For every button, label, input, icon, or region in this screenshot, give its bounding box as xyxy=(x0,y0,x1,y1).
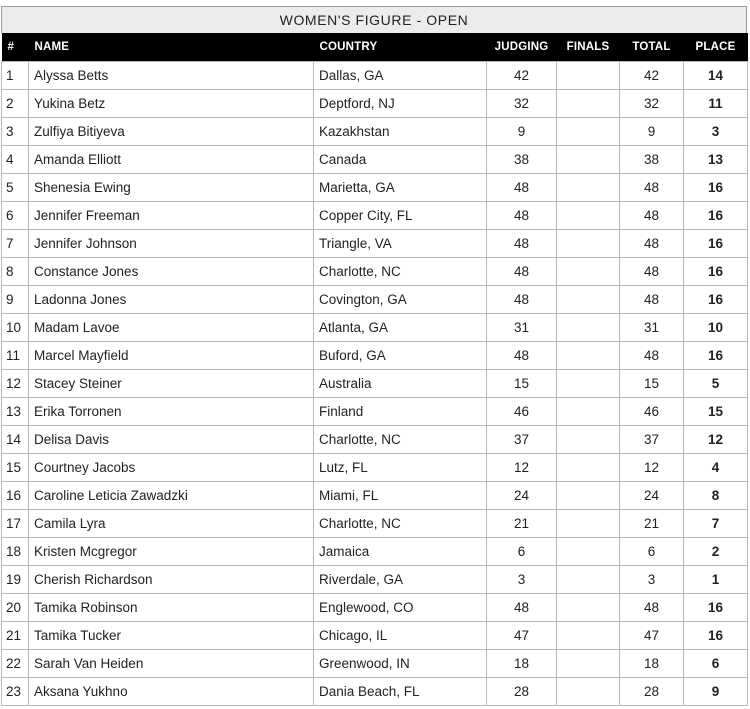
competitor-location-cell: Charlotte, NC xyxy=(314,510,487,538)
row-number-cell: 4 xyxy=(2,146,29,174)
finals-score-cell xyxy=(557,90,620,118)
total-score-cell: 24 xyxy=(620,482,684,510)
finals-score-cell xyxy=(557,174,620,202)
competitor-name-cell: Sarah Van Heiden xyxy=(29,650,314,678)
table-row xyxy=(2,90,748,118)
judging-score-cell: 48 xyxy=(487,342,557,370)
finals-score-cell xyxy=(557,678,620,706)
table-row xyxy=(2,538,748,566)
row-number-cell: 17 xyxy=(2,510,29,538)
total-score-cell: 38 xyxy=(620,146,684,174)
judging-score-cell: 21 xyxy=(487,510,557,538)
column-header-total: TOTAL xyxy=(620,33,684,62)
finals-score-cell xyxy=(557,510,620,538)
place-cell: 16 xyxy=(684,258,748,286)
row-number-cell: 8 xyxy=(2,258,29,286)
finals-score-cell xyxy=(557,118,620,146)
finals-score-cell xyxy=(557,566,620,594)
finals-score-cell xyxy=(557,286,620,314)
row-number-cell: 13 xyxy=(2,398,29,426)
competitor-location-cell: Jamaica xyxy=(314,538,487,566)
place-cell: 16 xyxy=(684,622,748,650)
total-score-cell: 42 xyxy=(620,62,684,90)
total-score-cell: 48 xyxy=(620,258,684,286)
judging-score-cell: 46 xyxy=(487,398,557,426)
table-row xyxy=(2,146,748,174)
total-score-cell: 47 xyxy=(620,622,684,650)
place-cell: 16 xyxy=(684,202,748,230)
competitor-location-cell: Lutz, FL xyxy=(314,454,487,482)
place-cell: 7 xyxy=(684,510,748,538)
competitor-name-cell: Camila Lyra xyxy=(29,510,314,538)
finals-score-cell xyxy=(557,454,620,482)
place-cell: 16 xyxy=(684,174,748,202)
total-score-cell: 12 xyxy=(620,454,684,482)
judging-score-cell: 12 xyxy=(487,454,557,482)
row-number-cell: 6 xyxy=(2,202,29,230)
competitor-location-cell: Riverdale, GA xyxy=(314,566,487,594)
column-header-place: PLACE xyxy=(684,33,748,62)
table-row xyxy=(2,678,748,706)
total-score-cell: 48 xyxy=(620,342,684,370)
competitor-location-cell: Chicago, IL xyxy=(314,622,487,650)
competitor-name-cell: Kristen Mcgregor xyxy=(29,538,314,566)
place-cell: 13 xyxy=(684,146,748,174)
total-score-cell: 46 xyxy=(620,398,684,426)
row-number-cell: 14 xyxy=(2,426,29,454)
place-cell: 4 xyxy=(684,454,748,482)
finals-score-cell xyxy=(557,370,620,398)
judging-score-cell: 48 xyxy=(487,594,557,622)
place-cell: 14 xyxy=(684,62,748,90)
competitor-name-cell: Delisa Davis xyxy=(29,426,314,454)
table-row xyxy=(2,594,748,622)
judging-score-cell: 3 xyxy=(487,566,557,594)
judging-score-cell: 28 xyxy=(487,678,557,706)
total-score-cell: 37 xyxy=(620,426,684,454)
competitor-name-cell: Aksana Yukhno xyxy=(29,678,314,706)
table-title: WOMEN'S FIGURE - OPEN xyxy=(1,6,747,33)
judging-score-cell: 47 xyxy=(487,622,557,650)
row-number-cell: 21 xyxy=(2,622,29,650)
judging-score-cell: 48 xyxy=(487,202,557,230)
place-cell: 6 xyxy=(684,650,748,678)
table-row xyxy=(2,314,748,342)
finals-score-cell xyxy=(557,146,620,174)
competitor-name-cell: Amanda Elliott xyxy=(29,146,314,174)
finals-score-cell xyxy=(557,650,620,678)
competitor-location-cell: Australia xyxy=(314,370,487,398)
row-number-cell: 11 xyxy=(2,342,29,370)
judging-score-cell: 48 xyxy=(487,230,557,258)
place-cell: 10 xyxy=(684,314,748,342)
table-row xyxy=(2,342,748,370)
place-cell: 5 xyxy=(684,370,748,398)
column-header-number: # xyxy=(2,33,29,62)
judging-score-cell: 42 xyxy=(487,62,557,90)
place-cell: 8 xyxy=(684,482,748,510)
competitor-location-cell: Atlanta, GA xyxy=(314,314,487,342)
finals-score-cell xyxy=(557,62,620,90)
table-row xyxy=(2,258,748,286)
competitor-name-cell: Madam Lavoe xyxy=(29,314,314,342)
place-cell: 16 xyxy=(684,594,748,622)
competitor-name-cell: Tamika Tucker xyxy=(29,622,314,650)
competitor-name-cell: Ladonna Jones xyxy=(29,286,314,314)
total-score-cell: 6 xyxy=(620,538,684,566)
total-score-cell: 21 xyxy=(620,510,684,538)
competitor-name-cell: Stacey Steiner xyxy=(29,370,314,398)
total-score-cell: 15 xyxy=(620,370,684,398)
total-score-cell: 18 xyxy=(620,650,684,678)
competitor-location-cell: Englewood, CO xyxy=(314,594,487,622)
table-row xyxy=(2,230,748,258)
finals-score-cell xyxy=(557,538,620,566)
row-number-cell: 22 xyxy=(2,650,29,678)
competitor-name-cell: Shenesia Ewing xyxy=(29,174,314,202)
competitor-name-cell: Erika Torronen xyxy=(29,398,314,426)
table-row xyxy=(2,482,748,510)
place-cell: 2 xyxy=(684,538,748,566)
row-number-cell: 2 xyxy=(2,90,29,118)
judging-score-cell: 18 xyxy=(487,650,557,678)
competitor-location-cell: Dallas, GA xyxy=(314,62,487,90)
results-table xyxy=(1,33,748,706)
column-header-name: NAME xyxy=(29,33,314,62)
judging-score-cell: 48 xyxy=(487,174,557,202)
finals-score-cell xyxy=(557,230,620,258)
total-score-cell: 48 xyxy=(620,286,684,314)
judging-score-cell: 48 xyxy=(487,286,557,314)
table-row xyxy=(2,370,748,398)
competitor-location-cell: Charlotte, NC xyxy=(314,258,487,286)
judging-score-cell: 38 xyxy=(487,146,557,174)
judging-score-cell: 24 xyxy=(487,482,557,510)
competitor-name-cell: Constance Jones xyxy=(29,258,314,286)
row-number-cell: 5 xyxy=(2,174,29,202)
row-number-cell: 10 xyxy=(2,314,29,342)
row-number-cell: 12 xyxy=(2,370,29,398)
competitor-location-cell: Copper City, FL xyxy=(314,202,487,230)
competitor-location-cell: Deptford, NJ xyxy=(314,90,487,118)
competitor-name-cell: Alyssa Betts xyxy=(29,62,314,90)
place-cell: 12 xyxy=(684,426,748,454)
finals-score-cell xyxy=(557,398,620,426)
judging-score-cell: 48 xyxy=(487,258,557,286)
judging-score-cell: 31 xyxy=(487,314,557,342)
competitor-name-cell: Jennifer Freeman xyxy=(29,202,314,230)
competitor-name-cell: Courtney Jacobs xyxy=(29,454,314,482)
row-number-cell: 18 xyxy=(2,538,29,566)
competitor-location-cell: Charlotte, NC xyxy=(314,426,487,454)
total-score-cell: 31 xyxy=(620,314,684,342)
row-number-cell: 23 xyxy=(2,678,29,706)
row-number-cell: 16 xyxy=(2,482,29,510)
place-cell: 1 xyxy=(684,566,748,594)
judging-score-cell: 37 xyxy=(487,426,557,454)
results-body xyxy=(2,62,748,706)
competitor-location-cell: Covington, GA xyxy=(314,286,487,314)
place-cell: 3 xyxy=(684,118,748,146)
total-score-cell: 32 xyxy=(620,90,684,118)
table-row xyxy=(2,622,748,650)
total-score-cell: 48 xyxy=(620,202,684,230)
header-row xyxy=(2,33,748,62)
total-score-cell: 48 xyxy=(620,174,684,202)
competitor-location-cell: Canada xyxy=(314,146,487,174)
row-number-cell: 19 xyxy=(2,566,29,594)
column-header-country: COUNTRY xyxy=(314,33,487,62)
table-row xyxy=(2,454,748,482)
place-cell: 16 xyxy=(684,230,748,258)
row-number-cell: 3 xyxy=(2,118,29,146)
competitor-name-cell: Zulfiya Bitiyeva xyxy=(29,118,314,146)
competitor-name-cell: Yukina Betz xyxy=(29,90,314,118)
finals-score-cell xyxy=(557,342,620,370)
judging-score-cell: 9 xyxy=(487,118,557,146)
place-cell: 16 xyxy=(684,286,748,314)
total-score-cell: 48 xyxy=(620,230,684,258)
table-row xyxy=(2,286,748,314)
total-score-cell: 48 xyxy=(620,594,684,622)
finals-score-cell xyxy=(557,482,620,510)
judging-score-cell: 32 xyxy=(487,90,557,118)
competitor-name-cell: Marcel Mayfield xyxy=(29,342,314,370)
finals-score-cell xyxy=(557,202,620,230)
table-row xyxy=(2,174,748,202)
competitor-location-cell: Triangle, VA xyxy=(314,230,487,258)
finals-score-cell xyxy=(557,258,620,286)
table-row xyxy=(2,202,748,230)
competitor-name-cell: Caroline Leticia Zawadzki xyxy=(29,482,314,510)
competitor-location-cell: Marietta, GA xyxy=(314,174,487,202)
results-table-container xyxy=(1,6,747,706)
row-number-cell: 9 xyxy=(2,286,29,314)
total-score-cell: 9 xyxy=(620,118,684,146)
row-number-cell: 1 xyxy=(2,62,29,90)
table-row xyxy=(2,62,748,90)
competitor-name-cell: Jennifer Johnson xyxy=(29,230,314,258)
row-number-cell: 7 xyxy=(2,230,29,258)
finals-score-cell xyxy=(557,594,620,622)
row-number-cell: 20 xyxy=(2,594,29,622)
table-row xyxy=(2,566,748,594)
finals-score-cell xyxy=(557,314,620,342)
column-header-finals: FINALS xyxy=(557,33,620,62)
competitor-location-cell: Miami, FL xyxy=(314,482,487,510)
competitor-name-cell: Tamika Robinson xyxy=(29,594,314,622)
competitor-location-cell: Kazakhstan xyxy=(314,118,487,146)
competitor-location-cell: Finland xyxy=(314,398,487,426)
competitor-name-cell: Cherish Richardson xyxy=(29,566,314,594)
table-row xyxy=(2,398,748,426)
competitor-location-cell: Greenwood, IN xyxy=(314,650,487,678)
judging-score-cell: 6 xyxy=(487,538,557,566)
table-row xyxy=(2,426,748,454)
place-cell: 9 xyxy=(684,678,748,706)
place-cell: 16 xyxy=(684,342,748,370)
place-cell: 11 xyxy=(684,90,748,118)
column-header-judging: JUDGING xyxy=(487,33,557,62)
competitor-location-cell: Buford, GA xyxy=(314,342,487,370)
total-score-cell: 3 xyxy=(620,566,684,594)
table-row xyxy=(2,650,748,678)
finals-score-cell xyxy=(557,426,620,454)
total-score-cell: 28 xyxy=(620,678,684,706)
competitor-location-cell: Dania Beach, FL xyxy=(314,678,487,706)
table-row xyxy=(2,118,748,146)
row-number-cell: 15 xyxy=(2,454,29,482)
finals-score-cell xyxy=(557,622,620,650)
judging-score-cell: 15 xyxy=(487,370,557,398)
place-cell: 15 xyxy=(684,398,748,426)
table-row xyxy=(2,510,748,538)
